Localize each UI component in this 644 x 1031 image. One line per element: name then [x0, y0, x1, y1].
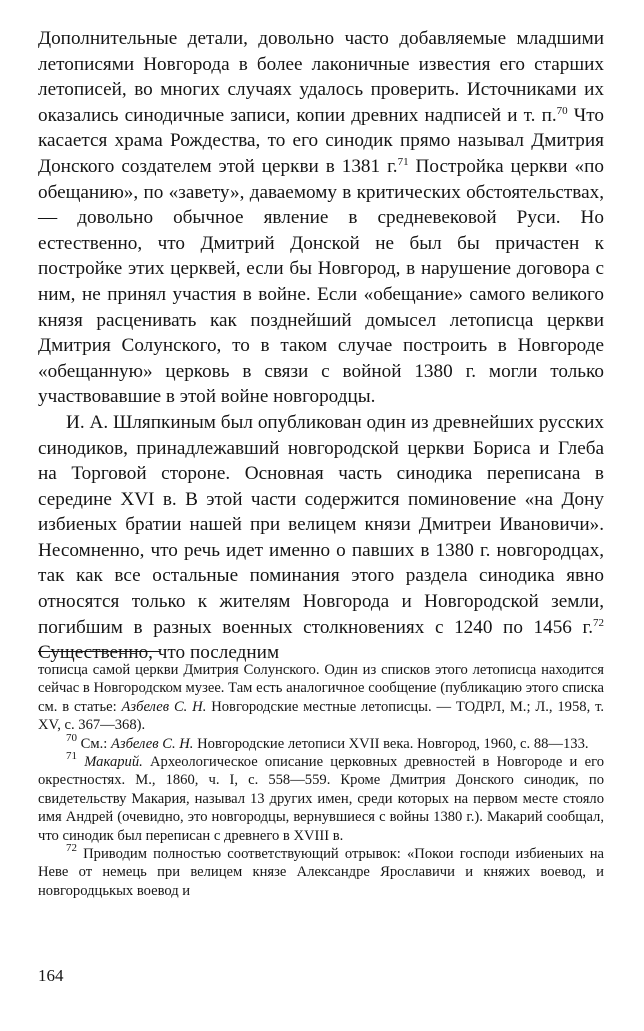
main-text [38, 26, 604, 666]
footnote-number: 71 [66, 750, 77, 763]
footnote-author: Азбелев С. Н. [110, 735, 194, 752]
footnote-72 [38, 842, 604, 900]
footnote-number: 70 [66, 731, 77, 744]
footnote-divider [38, 651, 160, 652]
footnote-text: Новгородские летописи XVII века. Новгород, 1960, с. 88—133. [193, 735, 589, 752]
footnote-author: Азбелев С. Н. [121, 698, 207, 715]
footnote-number: 72 [66, 842, 77, 855]
footnote-71 [38, 750, 604, 845]
text-run: Что касается храма Рождества, то его синодик прямо называл Дмитрия Донского создателем этой церкви в 1381 г. [38, 104, 604, 177]
footnotes [38, 661, 604, 900]
footnote-70 [38, 731, 604, 753]
footnote-text: Новгородские местные летописцы. — ТОДРЛ, М.; Л., 1958, т. XV, с. 367—368). [38, 698, 604, 734]
text-run: Существенно, что последним [38, 642, 280, 664]
page-number: 164 [38, 966, 64, 985]
footnote-text: Приводим полностью соответствующий отрывок: «Покои господи избиеныих на Неве от немець при велицем князе Александре Ярославичи и княжих воевод, и новгородцькых воевод и [38, 846, 604, 899]
text-run: Постройка церкви «по обещанию», по «завету», даваемому в критических обстоятельствах, — довольно обычное явление в средневековой Руси. Но естественно, что Дмитрий Донской не был бы причастен к постройке этих церквей, если бы Новгород, в нарушение договора с ним, не принял участия в войне. Если «обещание» самого великого князя расценивать как позднейший домысел летописца церкви Дмитрия Солунского, то в таком случае построить в Новгороде «обещанную» церковь в связи с войной 1380 г. могли только участвовавшие в этой войне новгородцы. [38, 155, 604, 408]
paragraph [38, 26, 604, 410]
footnote-author: Макарий. [77, 754, 143, 771]
footnote-continuation [38, 661, 604, 735]
text-run: Дополнительные детали, довольно часто добавляемые младшими летописями Новгорода в более лаконичные известия его старших летописей, во многих случаях удалось проверить. Источниками их оказались синодичные записи, копии древних надписей и т. п. [38, 28, 604, 126]
footnote-ref-71: 71 [397, 155, 409, 168]
text-run: И. А. Шляпкиным был опубликован один из древнейших русских синодиков, принадлежавший новгородской церкви Бориса и Глеба на Торговой стороне. Основная часть синодика переписана в середине XVI в. В этой части содержится поминовение «на Дону избиеных братии нашей при велицем князи Дмитреи Ивановичи». Несомненно, что речь идет именно о павших в 1380 г. новгородцах, так как все остальные поминания этого раздела синодика явно относятся только к жителям Новгорода и Новгородской земли, погибшим в разных военных столкновениях с 1240 по 1456 г. [38, 411, 604, 638]
footnote-text: тописца самой церкви Дмитрия Солунского. Один из списков этого летописца находится сейчас в Новгородском музее. Там есть аналогичное сообщение (публикацию этого списка см. в статье: [38, 662, 604, 715]
footnote-ref-72: 72 [593, 616, 604, 629]
footnote-ref-70: 70 [556, 104, 568, 117]
footnote-text: Археологическое описание церковных древностей в Новгороде и его окрестностях. М., 1860, ч. I, с. 558—559. Кроме Дмитрия Донского синодик, по свидетельству Макария, называл 13 других имен, среди которых на первом месте стояло имя Андрей (очевидно, это новгородцы, вернувшиеся с войны 1380 г.). Макарий сообщал, что синодик был переписан с древнего в XVIII в. [38, 754, 604, 844]
paragraph [38, 410, 604, 666]
footnote-text: См.: [77, 735, 111, 752]
